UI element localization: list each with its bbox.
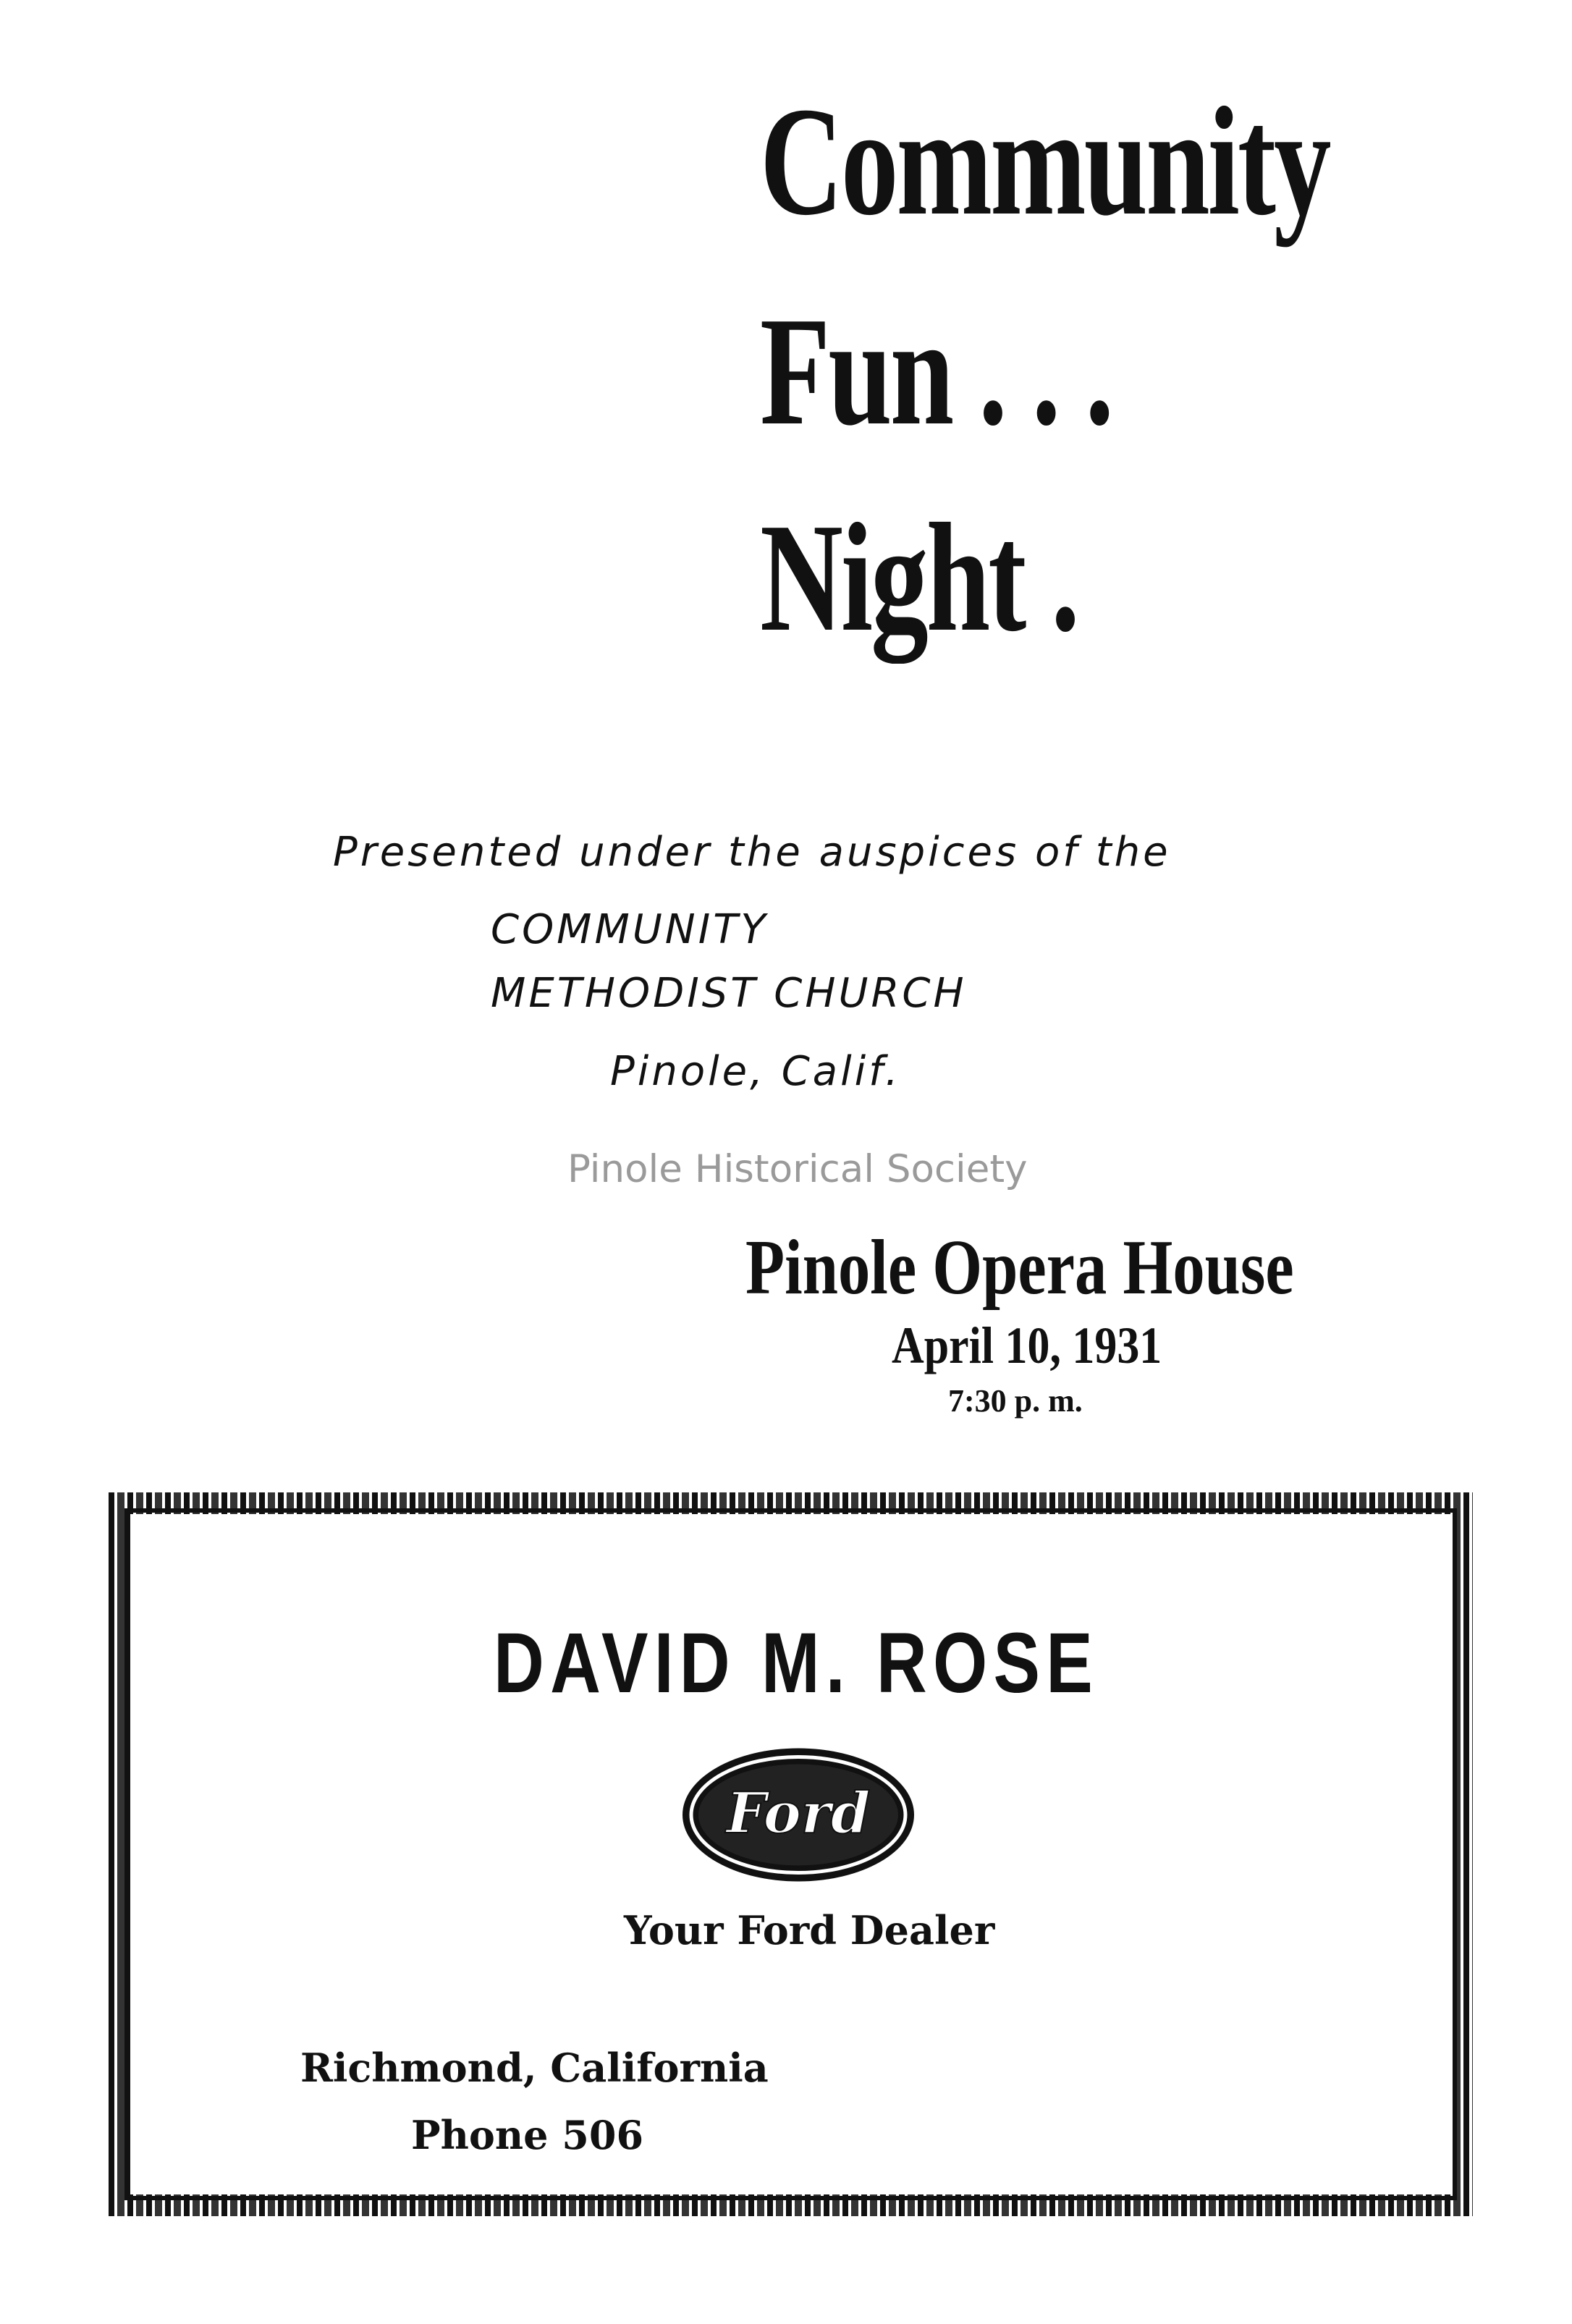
organization-line-2: METHODIST CHURCH (491, 970, 967, 1017)
title-line-1: Community (760, 75, 1330, 248)
presented-by-text: Presented under the auspices of the (333, 829, 1171, 876)
event-date: April 10, 1931 (892, 1317, 1162, 1374)
event-time: 7:30 p. m. (948, 1383, 1083, 1419)
title-line-3: Night . (760, 491, 1078, 664)
dealer-name: DAVID M. ROSE (494, 1615, 1099, 1711)
title-line-2: Fun . . . (760, 284, 1112, 457)
dealer-tagline: Your Ford Dealer (624, 1907, 995, 1953)
organization-location: Pinole, Calif. (610, 1048, 901, 1095)
ford-logo-text: Ford (726, 1780, 871, 1846)
dealer-phone: Phone 506 (411, 2112, 644, 2158)
watermark-text: Pinole Historical Society (567, 1147, 1028, 1191)
ford-logo-icon (679, 1744, 918, 1885)
event-venue: Pinole Opera House (745, 1225, 1294, 1311)
dealer-city: Richmond, California (300, 2045, 769, 2091)
organization-line-1: COMMUNITY (491, 906, 769, 953)
